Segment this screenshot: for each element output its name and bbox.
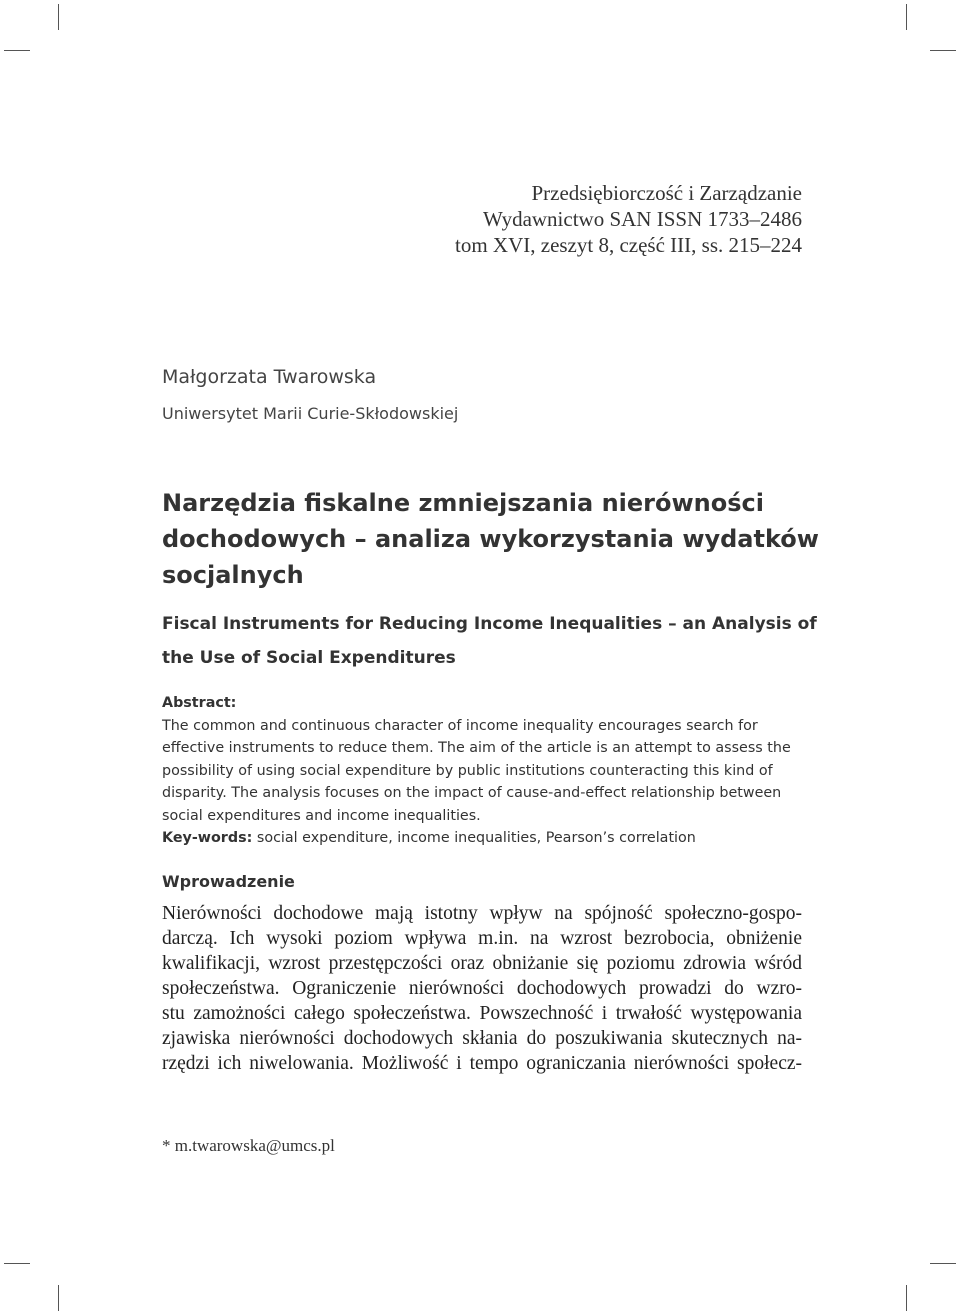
author-name: Małgorzata Twarowska xyxy=(162,366,377,388)
abstract-line: effective instruments to reduce them. The aim of the article is an attempt to assess the xyxy=(162,740,791,756)
crop-mark-top-right-h xyxy=(930,50,956,51)
crop-mark-top-left xyxy=(58,4,59,30)
crop-mark-top-left-h xyxy=(4,50,30,51)
crop-mark-top-right xyxy=(906,4,907,30)
journal-title: Przedsiębiorczość i Zarządzanie xyxy=(531,181,802,205)
abstract-line: The common and continuous character of income inequality encourages search for xyxy=(162,717,758,734)
title-polish-line: Narzędzia fiskalne zmniejszania nierówności xyxy=(162,489,764,517)
body-line: kwalifikacji, wzrost przestępczości oraz obniżanie się poziomu zdrowia wśród xyxy=(162,953,802,974)
crop-mark-bottom-right-h xyxy=(930,1263,956,1264)
body-line: społeczeństwa. Ograniczenie nierówności dochodowych prowadzi do wzro- xyxy=(162,978,802,999)
keywords-line xyxy=(162,827,802,850)
crop-mark-bottom-left xyxy=(58,1285,59,1311)
keywords-text: social expenditure, income inequalities, Pearson’s correlation xyxy=(252,830,696,846)
title-polish xyxy=(162,485,819,593)
abstract-label: Abstract: xyxy=(162,695,237,711)
crop-mark-bottom-left-h xyxy=(4,1263,30,1264)
abstract-line: social expenditures and income inequalities. xyxy=(162,807,481,824)
body-line: stu zamożności całego społeczeństwa. Powszechność i trwałość występowania xyxy=(162,1003,802,1024)
body-line: rzędzi ich niwelowania. Możliwość i tempo ograniczania nierówności społecz- xyxy=(162,1053,802,1074)
journal-info xyxy=(455,180,802,258)
abstract-line: possibility of using social expenditure by public institutions counteracting this kind of xyxy=(162,762,773,779)
title-polish-line: socjalnych xyxy=(162,561,304,589)
crop-mark-bottom-right xyxy=(906,1285,907,1311)
body-line: darczą. Ich wysoki poziom wpływa m.in. na wzrost bezrobocia, obniżenie xyxy=(162,928,802,949)
body-line: zjawiska nierówności dochodowych skłania do poszukiwania skutecznych na- xyxy=(162,1028,802,1049)
abstract-block xyxy=(162,692,802,850)
abstract-line: disparity. The analysis focuses on the impact of cause-and-effect relationship between xyxy=(162,785,782,801)
title-polish-line: dochodowych – analiza wykorzystania wydatków xyxy=(162,525,819,553)
title-english-line: Fiscal Instruments for Reducing Income Inequalities – an Analysis of xyxy=(162,614,817,634)
footnote-email: * m.twarowska@umcs.pl xyxy=(162,1136,335,1155)
body-paragraph xyxy=(162,901,802,1076)
keywords-label: Key-words: xyxy=(162,830,253,846)
section-heading: Wprowadzenie xyxy=(162,872,295,891)
journal-volume: tom XVI, zeszyt 8, część III, ss. 215–224 xyxy=(455,233,802,257)
author-affiliation: Uniwersytet Marii Curie-Skłodowskiej xyxy=(162,404,459,423)
title-english xyxy=(162,607,817,675)
journal-publisher: Wydawnictwo SAN ISSN 1733–2486 xyxy=(483,207,802,231)
body-line: Nierówności dochodowe mają istotny wpływ na spójność społeczno-gospo- xyxy=(162,903,802,924)
title-english-line: the Use of Social Expenditures xyxy=(162,648,456,668)
